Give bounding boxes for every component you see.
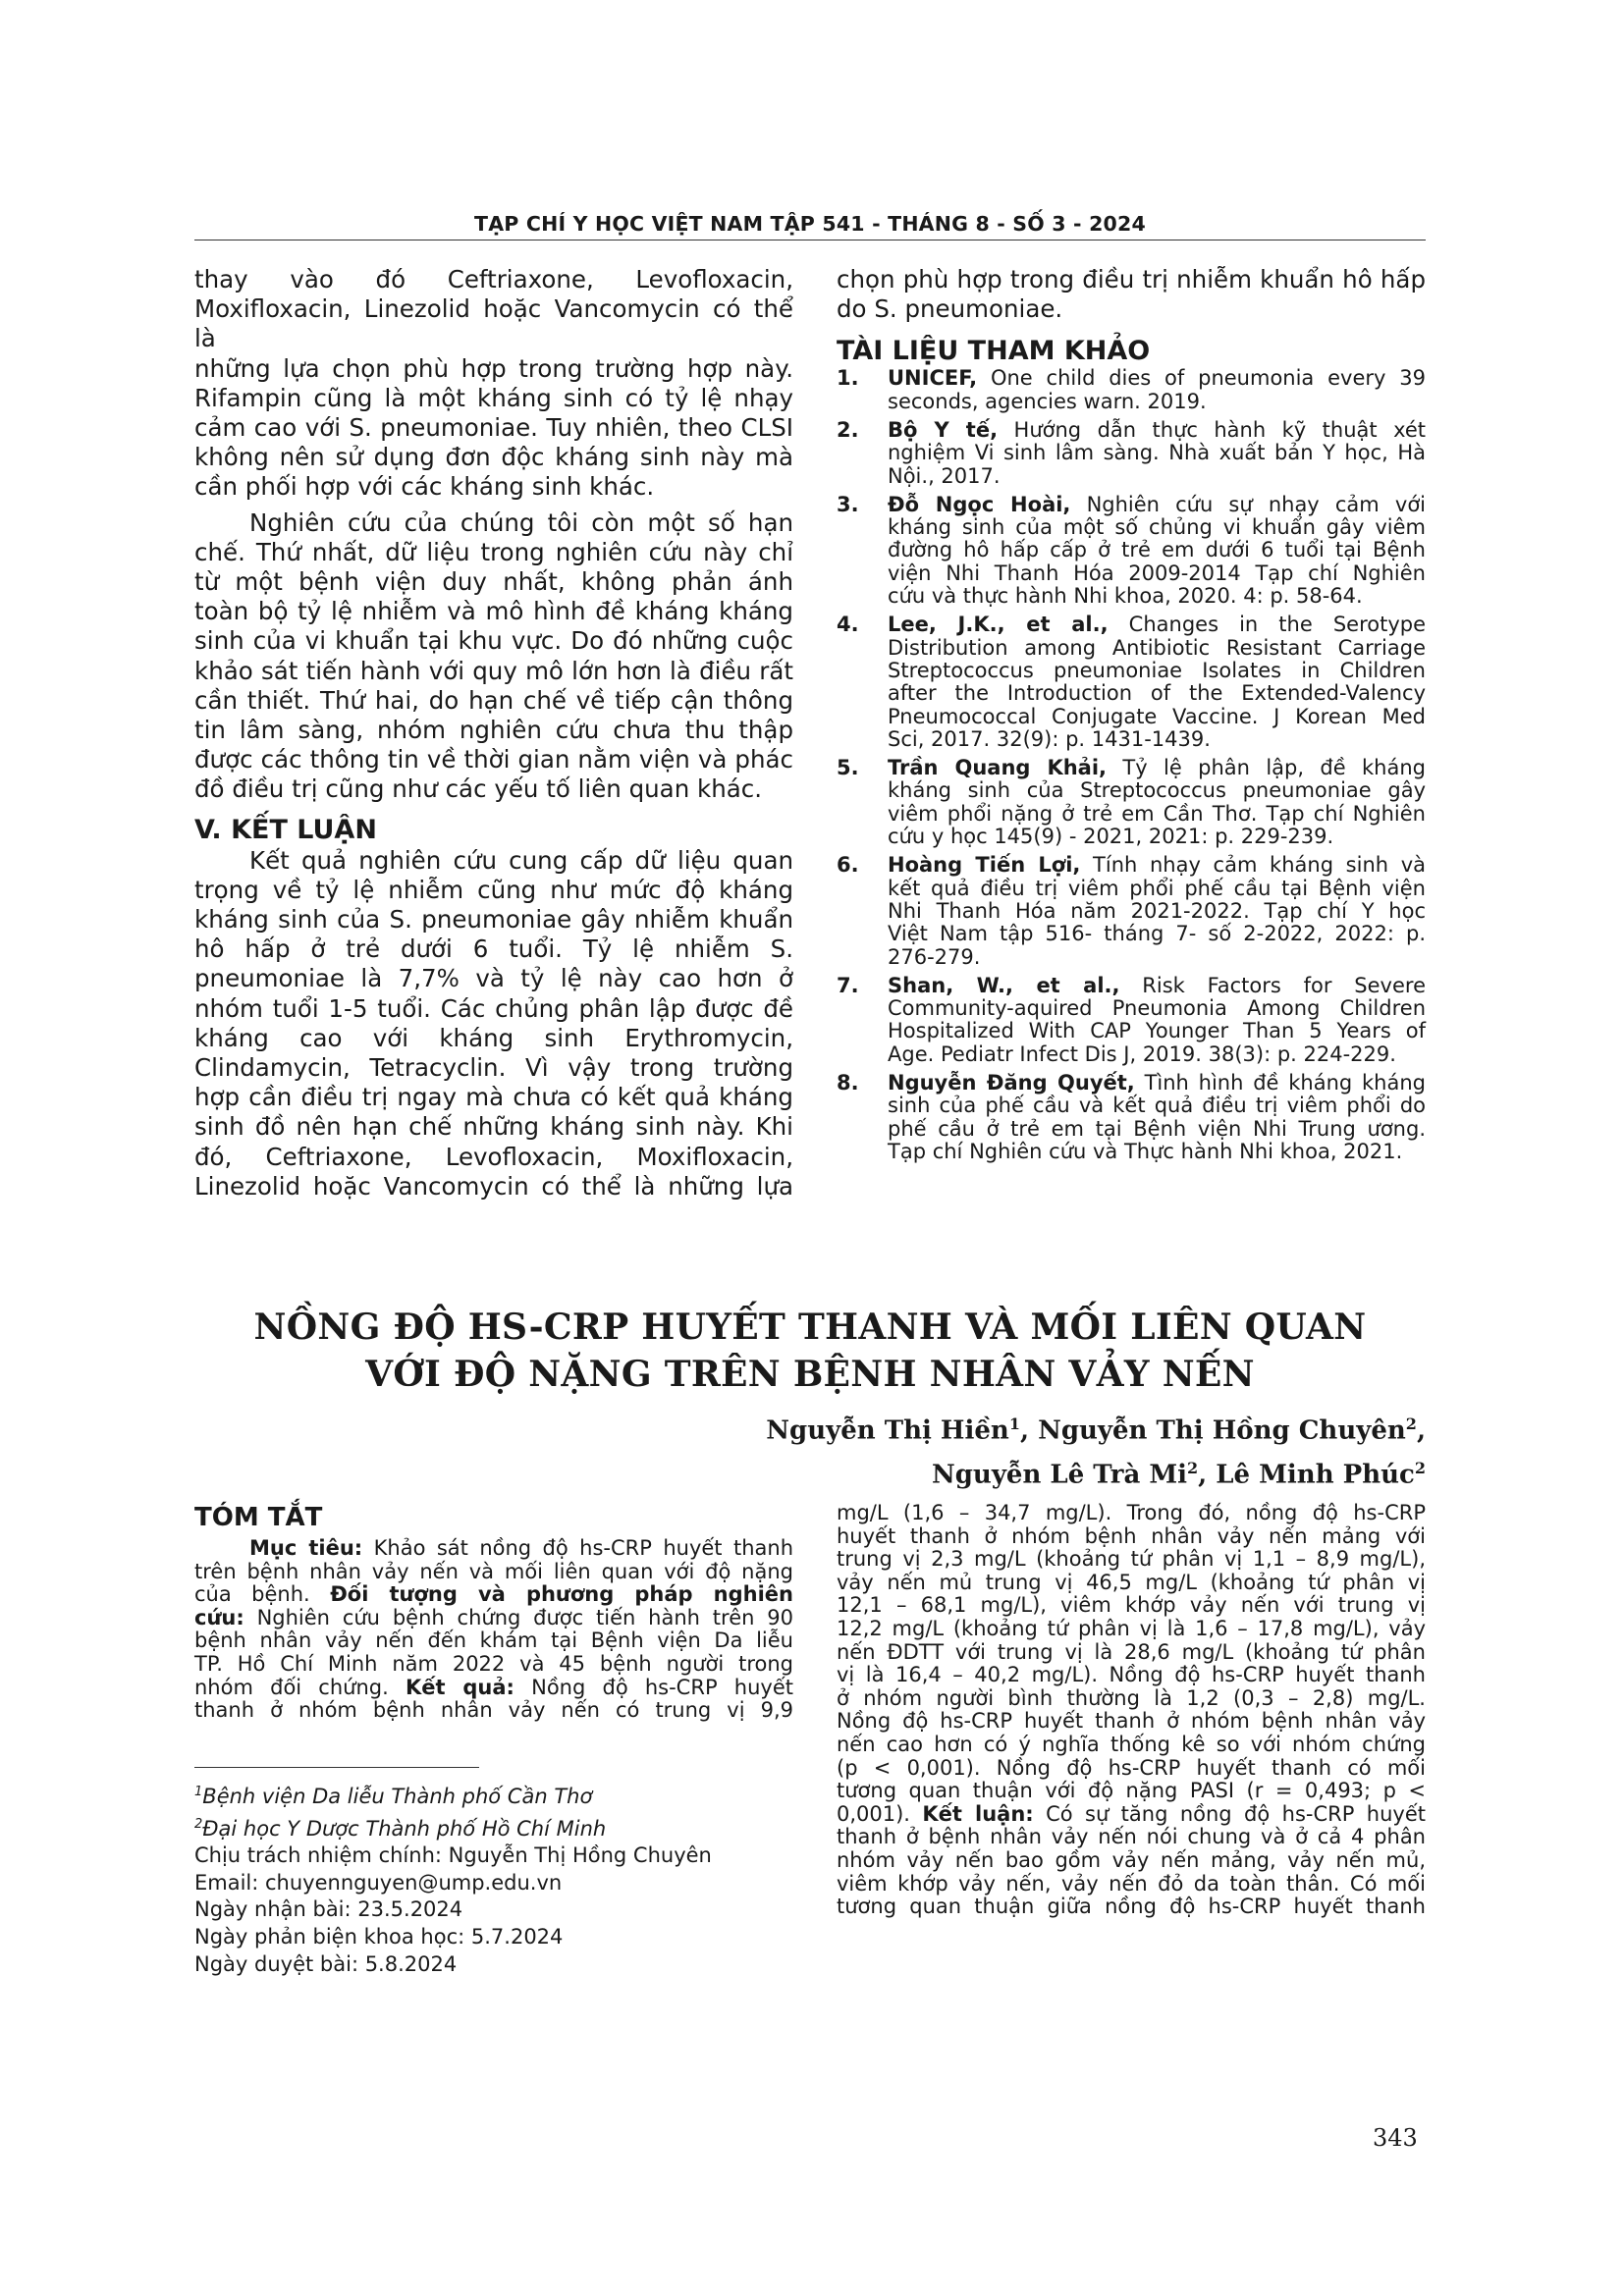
text-line: đó, Ceftriaxone, Levofloxacin, Moxifloxacin, bbox=[194, 1142, 793, 1171]
reference-text: Tỷ lệ phân lập, đề kháng bbox=[1107, 756, 1426, 780]
reference-text: after the Introduction of the Extended-Valency bbox=[888, 681, 1426, 706]
text-line: hô hấp ở trẻ dưới 6 tuổi. Tỷ lệ nhiễm S. bbox=[194, 934, 793, 964]
text-line: Nghiên cứu của chúng tôi còn một số hạn bbox=[249, 507, 793, 537]
title-line: VỚI ĐỘ NẶNG TRÊN BỆNH NHÂN VẢY NẾN bbox=[365, 1354, 1255, 1395]
label-doi-tuong-cont: cứu: bbox=[194, 1605, 244, 1629]
reference-text: nghiệm Vi sinh lâm sàng. Nhà xuất bản Y học, Hà bbox=[888, 441, 1426, 465]
journal-header: TẠP CHÍ Y HỌC VIỆT NAM TẬP 541 - THÁNG 8 - SỐ 3 - 2024 bbox=[474, 212, 1146, 236]
author-list bbox=[444, 1406, 1426, 1493]
author-line bbox=[444, 1450, 1426, 1494]
paragraph-conclusion bbox=[194, 846, 793, 1201]
summary-text: Có sự tăng nồng độ hs-CRP huyết bbox=[1033, 1801, 1426, 1826]
reference-item bbox=[837, 975, 1426, 1066]
summary-text: 12,2 mg/L (khoảng tứ phân vị là 1,6 – 17,8 mg/L), vảy bbox=[837, 1616, 1426, 1640]
summary-text: mg/L (1,6 – 34,7 mg/L). Trong đó, nồng độ hs-CRP bbox=[837, 1501, 1426, 1524]
reference-item bbox=[837, 614, 1426, 751]
text-line: toàn bộ tỷ lệ nhiễm và mô hình đề kháng kháng bbox=[194, 597, 793, 626]
reference-author: Nguyễn Đăng Quyết, bbox=[888, 1071, 1135, 1095]
reference-text: đường hô hấp cấp ở trẻ em dưới 6 tuổi tại Bệnh bbox=[888, 538, 1426, 562]
separator: , bbox=[1198, 1460, 1217, 1490]
reference-text: Sci, 2017. 32(9): p. 1431-1439. bbox=[888, 726, 1211, 751]
date-reviewed: Ngày phản biện khoa học: 5.7.2024 bbox=[194, 1924, 564, 1949]
reference-text: viện Nhi Thanh Hóa 2009-2014 Tạp chí Nghiên bbox=[888, 561, 1426, 585]
label-doi-tuong: Đối tượng và phương pháp nghiên bbox=[330, 1582, 793, 1607]
reference-text: kháng sinh của một số chủng vi khuẩn gây viêm bbox=[888, 515, 1426, 540]
reference-item bbox=[837, 494, 1426, 608]
date-accepted: Ngày duyệt bài: 5.8.2024 bbox=[194, 1951, 458, 1976]
article-title bbox=[194, 1304, 1426, 1398]
summary-text: TP. Hồ Chí Minh năm 2022 và 45 bệnh người trong bbox=[194, 1651, 793, 1676]
reference-number: 7. bbox=[837, 973, 859, 997]
reference-text: sinh của phế cầu và kết quả điều trị viêm phổi do bbox=[888, 1094, 1426, 1118]
text-line: pneumoniae là 7,7% và tỷ lệ này cao hơn ở bbox=[194, 964, 793, 993]
summary-left bbox=[194, 1502, 793, 1723]
reference-number: 6. bbox=[837, 853, 859, 878]
summary-text: huyết thanh ở nhóm bệnh nhân vảy nến mảng với bbox=[837, 1523, 1426, 1548]
text-line: sinh của vi khuẩn tại khu vực. Do đó những cuộc bbox=[194, 626, 793, 656]
reference-text: Hướng dẫn thực hành kỹ thuật xét bbox=[998, 418, 1426, 442]
text-line: Moxifloxacin, Linezolid hoặc Vancomycin có thể là bbox=[194, 294, 793, 353]
reference-number: 5. bbox=[837, 756, 859, 780]
reference-text: viêm phổi nặng ở trẻ em Cần Thơ. Tạp chí Nghiên bbox=[888, 801, 1426, 826]
reference-text: 276-279. bbox=[888, 944, 981, 969]
text-line: sinh đồ nên hạn chế những kháng sinh này. Khi bbox=[194, 1112, 793, 1142]
separator: , bbox=[1019, 1415, 1039, 1446]
author-name: Nguyễn Thị Hiền bbox=[766, 1415, 1009, 1446]
text-line: khảo sát tiến hành với quy mô lớn hơn là điều rất bbox=[194, 656, 793, 685]
reference-number: 4. bbox=[837, 613, 859, 637]
reference-text: kết quả điều trị viêm phổi phế cầu tại Bệnh viện bbox=[888, 876, 1426, 900]
reference-number: 1. bbox=[837, 366, 859, 391]
text-line: Clindamycin, Tetracyclin. Vì vậy trong trường bbox=[194, 1053, 793, 1083]
reference-number: 3. bbox=[837, 492, 859, 516]
reference-text: Distribution among Antibiotic Resistant Carriage bbox=[888, 635, 1426, 660]
summary-text: nhóm vảy nến bao gồm vảy nến mảng, vảy nến mủ, bbox=[837, 1847, 1426, 1872]
reference-item bbox=[837, 854, 1426, 968]
footnotes bbox=[194, 1779, 823, 1978]
text-line: từ một bệnh viện duy nhất, không phản ánh bbox=[194, 567, 793, 597]
text-line: cần phối hợp với các kháng sinh khác. bbox=[194, 472, 655, 502]
summary-text: bệnh nhân vảy nến đến khám tại Bệnh viện Da liễu bbox=[194, 1629, 793, 1653]
reference-text: Nhi Thanh Hóa năm 2021-2022. Tạp chí Y học bbox=[888, 898, 1426, 923]
paragraph-clsi bbox=[194, 265, 793, 503]
summary-text: thanh ở nhóm bệnh nhân vảy nến có trung vị 9,9 bbox=[194, 1698, 793, 1723]
text-line: kháng cao với kháng sinh Erythromycin, bbox=[194, 1023, 793, 1052]
text-line: tin lâm sàng, nhóm nghiên cứu chưa thu thập bbox=[194, 716, 793, 745]
reference-author: Trần Quang Khải, bbox=[888, 756, 1108, 780]
affiliation-text: Đại học Y Dược Thành phố Hồ Chí Minh bbox=[202, 1816, 607, 1841]
author-name: Lê Minh Phúc bbox=[1216, 1460, 1415, 1490]
reference-number: 2. bbox=[837, 418, 859, 442]
summary-text: tương quan thuận với độ nặng PASI (r = 0,493; p < bbox=[837, 1779, 1426, 1803]
summary-text: trên bệnh nhân vảy nến và mối liên quan với độ nặng bbox=[194, 1559, 793, 1583]
text-line: chế. Thứ nhất, dữ liệu trong nghiên cứu này chỉ bbox=[194, 537, 793, 566]
summary-text: Nồng độ hs-CRP huyết bbox=[514, 1675, 793, 1699]
paragraph-right-continued bbox=[837, 265, 1426, 324]
title-line: NỒNG ĐỘ HS-CRP HUYẾT THANH VÀ MỐI LIÊN QUAN bbox=[253, 1307, 1367, 1348]
section-heading-conclusion: V. KẾT LUẬN bbox=[194, 814, 377, 845]
text-line: những lựa chọn phù hợp trong trường hợp này. bbox=[194, 353, 793, 383]
references-heading: TÀI LIỆU THAM KHẢO bbox=[837, 336, 1151, 367]
text-line: do S. pneumoniae. bbox=[837, 294, 1063, 324]
label-muc-tieu: Mục tiêu: bbox=[249, 1536, 363, 1560]
text-line: nhóm tuổi 1-5 tuổi. Các chủng phân lập được đề bbox=[194, 993, 793, 1023]
reference-item bbox=[837, 367, 1426, 413]
email: Email: chuyennguyen@ump.edu.vn bbox=[194, 1870, 563, 1895]
paragraph-limitations bbox=[194, 508, 793, 805]
summary-text: của bệnh. bbox=[194, 1582, 331, 1607]
summary-text: (p < 0,001). Nồng độ hs-CRP huyết thanh có mối bbox=[837, 1755, 1426, 1780]
affiliation-2 bbox=[194, 1811, 823, 1843]
author-name: Nguyễn Lê Trà Mi bbox=[931, 1460, 1188, 1490]
reference-text: Changes in the Serotype bbox=[1108, 613, 1426, 637]
text-line: Linezolid hoặc Vancomycin có thể là những lựa bbox=[194, 1171, 793, 1201]
text-line: thay vào đó Ceftriaxone, Levofloxacin, bbox=[194, 265, 793, 294]
reference-text: Streptococcus pneumoniae Isolates in Children bbox=[888, 658, 1426, 682]
reference-author: Lee, J.K., et al., bbox=[888, 613, 1109, 637]
reference-text: seconds, agencies warn. 2019. bbox=[888, 389, 1207, 413]
reference-text: Pneumococcal Conjugate Vaccine. J Korean Med bbox=[888, 704, 1426, 728]
reference-item bbox=[837, 1072, 1426, 1163]
reference-text: Age. Pediatr Infect Dis J, 2019. 38(3): p. 224-229. bbox=[888, 1041, 1396, 1066]
summary-text: Nồng độ hs-CRP huyết thanh ở nhóm bệnh nhân vảy bbox=[837, 1709, 1426, 1734]
date-received: Ngày nhận bài: 23.5.2024 bbox=[194, 1897, 463, 1922]
text-line: được các thông tin về thời gian nằm viện và phác bbox=[194, 745, 793, 774]
corresponding-author: Chịu trách nhiệm chính: Nguyễn Thị Hồng Chuyên bbox=[194, 1843, 712, 1868]
reference-text: Risk Factors for Severe bbox=[1119, 973, 1426, 997]
text-line: kháng sinh của S. pneumoniae gây nhiễm khuẩn bbox=[194, 905, 793, 934]
summary-heading: TÓM TẮT bbox=[194, 1503, 323, 1532]
reference-text: Tính nhạy cảm kháng sinh và bbox=[1080, 853, 1427, 878]
reference-text: Nghiên cứu sự nhạy cảm với bbox=[1070, 492, 1426, 516]
text-line: không nên sử dụng đơn độc kháng sinh này mà bbox=[194, 443, 793, 472]
summary-text: nến ĐDTT với trung vị là 28,6 mg/L (khoảng tứ phân bbox=[837, 1639, 1426, 1664]
text-line: hợp cần điều trị ngay mà chưa có kết quả kháng bbox=[194, 1083, 793, 1112]
summary-text: tương quan thuận giữa nồng độ hs-CRP huyết thanh bbox=[837, 1895, 1426, 1919]
reference-author: Shan, W., et al., bbox=[888, 973, 1120, 997]
affiliation-marker: 2 bbox=[1187, 1458, 1199, 1477]
reference-text: Nội., 2017. bbox=[888, 463, 1001, 488]
summary-text-left bbox=[194, 1537, 793, 1723]
summary-text: 0,001). bbox=[837, 1801, 923, 1826]
label-ket-qua: Kết quả: bbox=[405, 1675, 514, 1699]
author-name: Nguyễn Thị Hồng Chuyên bbox=[1038, 1415, 1406, 1446]
text-line: đồ điều trị cũng như các yếu tố liên quan khác. bbox=[194, 774, 762, 804]
text-line: trọng về tỷ lệ nhiễm cũng như mức độ kháng bbox=[194, 875, 793, 904]
reference-text: Tình hình đề kháng kháng bbox=[1134, 1071, 1426, 1095]
footnote-rule bbox=[194, 1767, 479, 1768]
right-column bbox=[837, 265, 1426, 1169]
summary-text: ở nhóm người bình thường là 1,2 (0,3 – 2,8) mg/L. bbox=[837, 1685, 1426, 1710]
reference-text: Việt Nam tập 516- tháng 7- số 2-2022, 2022: p. bbox=[888, 922, 1426, 946]
summary-text: nhóm đối chứng. bbox=[194, 1675, 406, 1699]
affiliation-marker: 1 bbox=[1008, 1415, 1020, 1433]
affiliation-marker: 2 bbox=[194, 1816, 203, 1832]
reference-number: 8. bbox=[837, 1071, 859, 1095]
reference-author: UNICEF, bbox=[888, 366, 978, 391]
label-ket-luan: Kết luận: bbox=[922, 1801, 1034, 1826]
summary-text: vảy nến mủ trung vị 46,5 mg/L (khoảng tứ phân vị bbox=[837, 1570, 1426, 1594]
affiliation-text: Bệnh viện Da liễu Thành phố Cần Thơ bbox=[202, 1785, 593, 1808]
affiliation-1 bbox=[194, 1779, 823, 1811]
summary-text: vị là 16,4 – 40,2 mg/L). Nồng độ hs-CRP huyết thanh bbox=[837, 1663, 1426, 1687]
references-list bbox=[837, 367, 1426, 1163]
reference-item bbox=[837, 419, 1426, 488]
reference-text: Tạp chí Nghiên cứu và Thực hành Nhi khoa, 2021. bbox=[888, 1139, 1403, 1163]
affiliation-marker: 2 bbox=[1405, 1415, 1417, 1433]
summary-text: Khảo sát nồng độ hs-CRP huyết thanh bbox=[362, 1536, 794, 1560]
reference-text: Community-aquired Pneumonia Among Children bbox=[888, 996, 1426, 1021]
reference-author: Đỗ Ngọc Hoài, bbox=[888, 492, 1071, 516]
summary-text: nến cao hơn có ý nghĩa thống kê so với nhóm chứng bbox=[837, 1732, 1426, 1756]
reference-item bbox=[837, 757, 1426, 848]
page-number: 343 bbox=[1373, 2124, 1418, 2152]
reference-text: phế cầu ở trẻ em tại Bệnh viện Nhi Trung ương. bbox=[888, 1116, 1426, 1141]
reference-author: Bộ Y tế, bbox=[888, 418, 999, 442]
summary-text: trung vị 2,3 mg/L (khoảng tứ phân vị 1,1 – 8,9 mg/L), bbox=[837, 1547, 1426, 1572]
text-line: chọn phù hợp trong điều trị nhiễm khuẩn hô hấp bbox=[837, 265, 1426, 294]
reference-text: cứu và thực hành Nhi khoa, 2020. 4: p. 58-64. bbox=[888, 584, 1363, 609]
reference-text: cứu y học 145(9) - 2021, 2021: p. 229-239. bbox=[888, 825, 1334, 849]
reference-text: One child dies of pneumonia every 39 bbox=[977, 366, 1426, 391]
author-line bbox=[444, 1406, 1426, 1450]
left-column bbox=[194, 265, 793, 1201]
affiliation-marker: 1 bbox=[194, 1785, 203, 1799]
reference-text: kháng sinh của Streptococcus pneumoniae gây bbox=[888, 778, 1426, 803]
summary-text: thanh ở bệnh nhân vảy nến nói chung và ở cả 4 phân bbox=[837, 1825, 1426, 1849]
text-line: Kết quả nghiên cứu cung cấp dữ liệu quan bbox=[249, 845, 793, 875]
text-line: Rifampin cũng là một kháng sinh có tỷ lệ nhạy bbox=[194, 383, 793, 412]
text-line: cần thiết. Thứ hai, do hạn chế về tiếp cận thông bbox=[194, 685, 793, 715]
text-line: cảm cao với S. pneumoniae. Tuy nhiên, theo CLSI bbox=[194, 413, 793, 443]
summary-right bbox=[837, 1502, 1426, 1919]
affiliation-marker: 2 bbox=[1414, 1458, 1426, 1477]
summary-text: viêm khớp vảy nến, vảy nến đỏ da toàn thân. Có mối bbox=[837, 1871, 1426, 1896]
separator: , bbox=[1416, 1415, 1426, 1446]
reference-text: Hospitalized With CAP Younger Than 5 Years of bbox=[888, 1019, 1426, 1043]
summary-text: Nghiên cứu bệnh chứng được tiến hành trên 90 bbox=[244, 1605, 793, 1629]
summary-text: 12,1 – 68,1 mg/L), viêm khớp vảy nến với trung vị bbox=[837, 1593, 1426, 1618]
reference-author: Hoàng Tiến Lợi, bbox=[888, 853, 1081, 878]
